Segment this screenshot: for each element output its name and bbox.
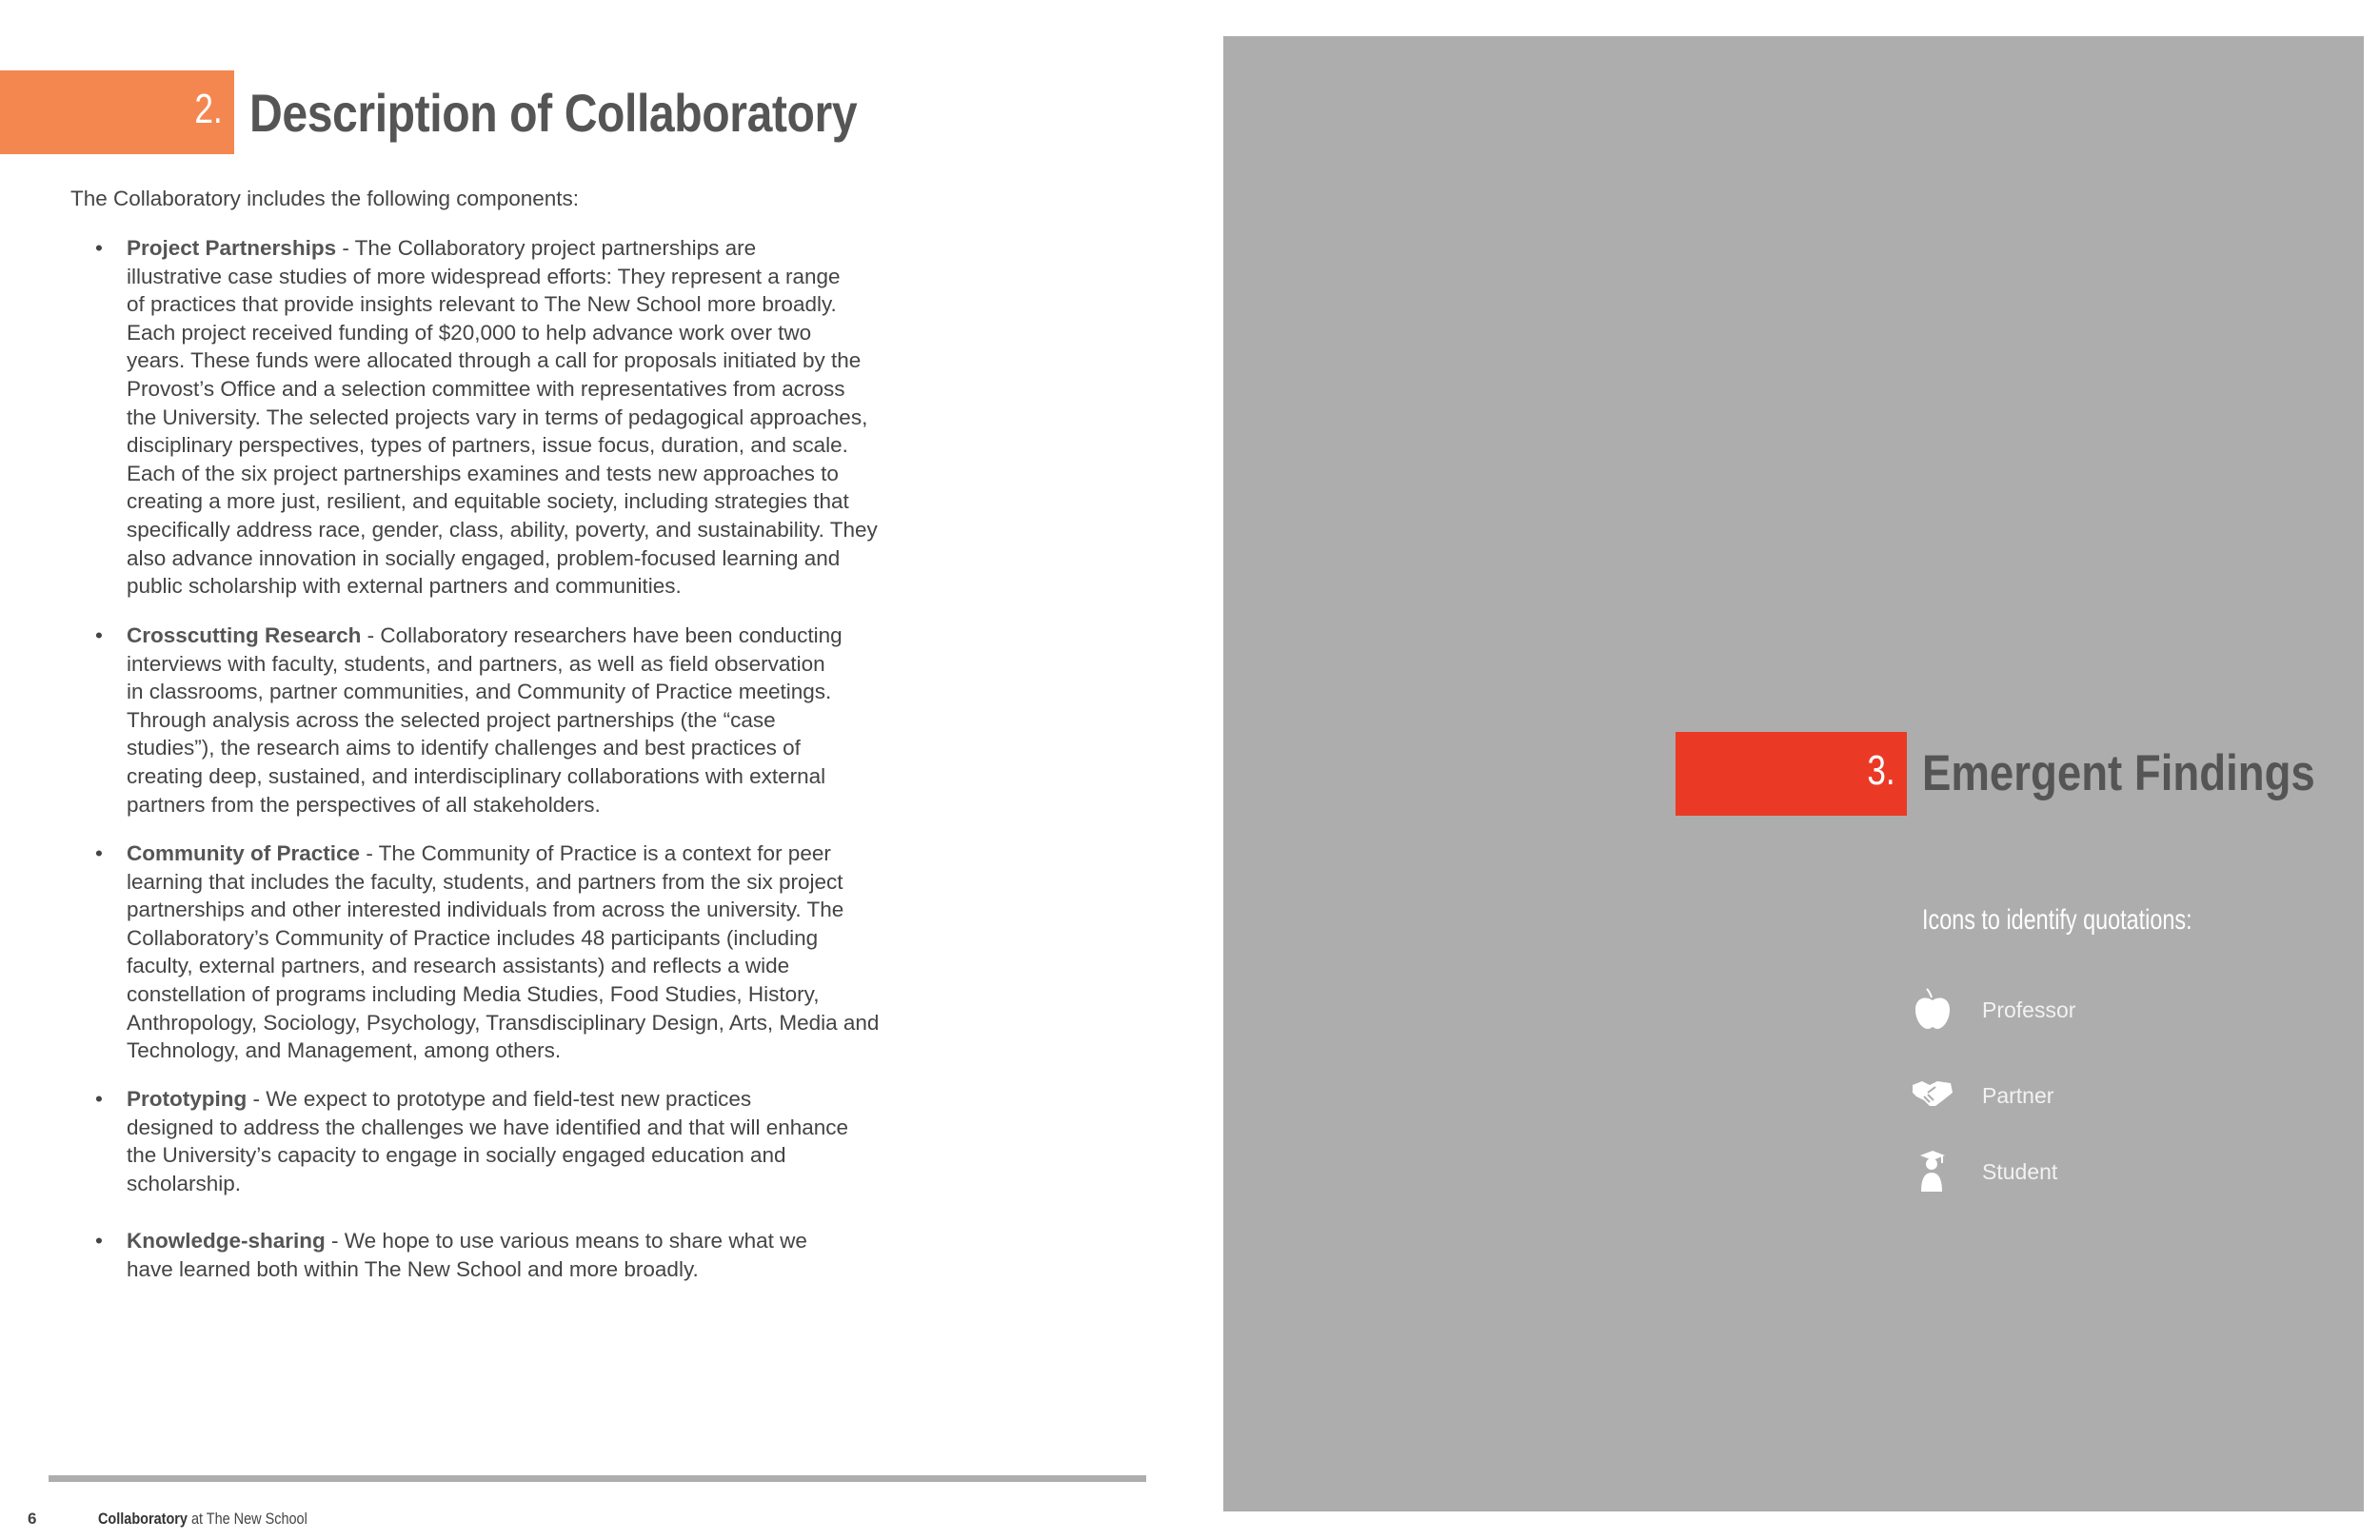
line-text: - The Collaboratory project partnerships are bbox=[336, 236, 757, 260]
text-line bbox=[127, 952, 879, 980]
line-text: Technology, and Management, among others. bbox=[127, 1038, 562, 1063]
section-2-number-block bbox=[0, 70, 234, 154]
line-text: scholarship. bbox=[127, 1171, 242, 1195]
bullet-icon: • bbox=[95, 841, 103, 865]
list-item-text bbox=[127, 1227, 807, 1283]
legend-label: Student bbox=[1982, 1159, 2058, 1184]
text-line bbox=[127, 431, 878, 460]
line-text: creating deep, sustained, and interdisciplinary collaborations with external bbox=[127, 763, 826, 788]
line-text: Through analysis across the selected project partnerships (the “case bbox=[127, 707, 776, 732]
line-text: the University’s capacity to engage in socially engaged education and bbox=[127, 1143, 786, 1168]
line-text: Each of the six project partnerships examines and tests new approaches to bbox=[127, 461, 839, 485]
item-lead: Knowledge-sharing bbox=[127, 1229, 326, 1253]
text-line bbox=[127, 924, 879, 953]
text-line bbox=[127, 290, 878, 319]
text-line bbox=[127, 346, 878, 375]
line-text: partners from the perspectives of all stakeholders. bbox=[127, 792, 601, 817]
footer-brand bbox=[98, 1510, 307, 1529]
item-lead: Community of Practice bbox=[127, 841, 361, 865]
text-line bbox=[127, 319, 878, 347]
text-line bbox=[127, 1170, 848, 1198]
list-item-text bbox=[127, 622, 843, 819]
section-number: 3. bbox=[1867, 747, 1895, 794]
text-line bbox=[127, 460, 878, 488]
section-title: Emergent Findings bbox=[1922, 745, 2315, 801]
legend-label: Partner bbox=[1982, 1083, 2054, 1108]
text-line bbox=[127, 234, 878, 263]
list-item-text bbox=[127, 839, 879, 1065]
text-line bbox=[127, 572, 878, 601]
handshake-icon bbox=[1909, 1072, 1956, 1119]
line-text: faculty, external partners, and research assistants) and reflects a wide bbox=[127, 954, 790, 978]
bullet-icon: • bbox=[95, 1087, 103, 1111]
text-line bbox=[127, 404, 878, 432]
text-line bbox=[127, 375, 878, 404]
text-line bbox=[127, 868, 879, 897]
line-text: Each project received funding of $20,000 to help advance work over two bbox=[127, 320, 812, 345]
bullet-icon: • bbox=[95, 236, 103, 260]
bullet-icon: • bbox=[95, 1229, 103, 1253]
line-text: creating a more just, resilient, and equitable society, including strategies that bbox=[127, 489, 849, 514]
text-line bbox=[127, 516, 878, 544]
text-line bbox=[127, 1114, 848, 1142]
line-text: have learned both within The New School and more broadly. bbox=[127, 1256, 699, 1281]
text-line bbox=[127, 1227, 807, 1255]
line-text: Provost’s Office and a selection committee with representatives from across bbox=[127, 376, 845, 401]
line-text: the University. The selected projects vary in terms of pedagogical approaches, bbox=[127, 405, 868, 429]
page-number: 6 bbox=[28, 1510, 37, 1528]
item-lead: Prototyping bbox=[127, 1087, 248, 1111]
text-line bbox=[127, 650, 843, 679]
line-text: public scholarship with external partners and communities. bbox=[127, 574, 682, 599]
footer-divider bbox=[49, 1475, 1146, 1482]
section-number: 2. bbox=[194, 86, 223, 132]
line-text: in classrooms, partner communities, and Community of Practice meetings. bbox=[127, 680, 832, 704]
line-text: specifically address race, gender, class, ability, poverty, and sustainability. They bbox=[127, 517, 878, 542]
line-text: - We hope to use various means to share what we bbox=[325, 1229, 807, 1253]
line-text: - Collaboratory researchers have been conducting bbox=[361, 623, 843, 647]
line-text: Collaboratory’s Community of Practice includes 48 participants (including bbox=[127, 925, 819, 950]
brand-name: Collaboratory bbox=[98, 1510, 188, 1528]
bullet-icon: • bbox=[95, 623, 103, 647]
text-line bbox=[127, 622, 843, 650]
legend-item-student bbox=[1909, 1148, 2194, 1195]
legend-title: Icons to identify quotations: bbox=[1922, 904, 2192, 936]
section-3-number-block bbox=[1676, 732, 1907, 816]
text-line bbox=[127, 896, 879, 924]
list-item-text bbox=[127, 234, 878, 601]
graduate-icon bbox=[1909, 1148, 1956, 1195]
line-text: designed to address the challenges we have identified and that will enhance bbox=[127, 1115, 849, 1139]
apple-icon bbox=[1909, 986, 1956, 1034]
line-text: constellation of programs including Media Studies, Food Studies, History, bbox=[127, 981, 820, 1006]
text-line bbox=[127, 1141, 848, 1170]
text-line bbox=[127, 1037, 879, 1065]
legend-label: Professor bbox=[1982, 997, 2076, 1022]
text-line bbox=[127, 1009, 879, 1037]
line-text: learning that includes the faculty, students, and partners from the six project bbox=[127, 869, 843, 894]
item-lead: Project Partnerships bbox=[127, 236, 337, 260]
line-text: illustrative case studies of more widespread efforts: They represent a range bbox=[127, 264, 841, 288]
legend-item-partner bbox=[1909, 1072, 2194, 1119]
text-line bbox=[127, 544, 878, 573]
line-text: disciplinary perspectives, types of partners, issue focus, duration, and scale. bbox=[127, 433, 848, 458]
text-line bbox=[127, 1255, 807, 1284]
text-line bbox=[127, 980, 879, 1009]
text-line bbox=[127, 839, 879, 868]
list-item-text bbox=[127, 1085, 848, 1197]
brand-suffix: at The New School bbox=[187, 1510, 307, 1528]
legend-item-professor bbox=[1909, 986, 2194, 1034]
line-text: - The Community of Practice is a context for peer bbox=[360, 841, 831, 865]
text-line bbox=[127, 263, 878, 291]
item-lead: Crosscutting Research bbox=[127, 623, 362, 647]
section-title: Description of Collaboratory bbox=[249, 83, 858, 143]
text-line bbox=[127, 762, 843, 791]
intro-text: The Collaboratory includes the following components: bbox=[70, 187, 580, 210]
text-line bbox=[127, 734, 843, 762]
text-line bbox=[127, 706, 843, 735]
line-text: interviews with faculty, students, and partners, as well as field observation bbox=[127, 651, 825, 676]
line-text: studies”), the research aims to identify challenges and best practices of bbox=[127, 736, 801, 760]
line-text: also advance innovation in socially engaged, problem-focused learning and bbox=[127, 545, 841, 570]
line-text: partnerships and other interested individuals from across the university. The bbox=[127, 898, 844, 922]
text-line bbox=[127, 678, 843, 706]
line-text: - We expect to prototype and field-test new practices bbox=[247, 1087, 752, 1111]
text-line bbox=[127, 791, 843, 819]
line-text: years. These funds were allocated through a call for proposals initiated by the bbox=[127, 348, 862, 373]
text-line bbox=[127, 1085, 848, 1114]
line-text: of practices that provide insights relevant to The New School more broadly. bbox=[127, 292, 837, 317]
line-text: Anthropology, Sociology, Psychology, Transdisciplinary Design, Arts, Media and bbox=[127, 1010, 880, 1035]
text-line bbox=[127, 487, 878, 516]
